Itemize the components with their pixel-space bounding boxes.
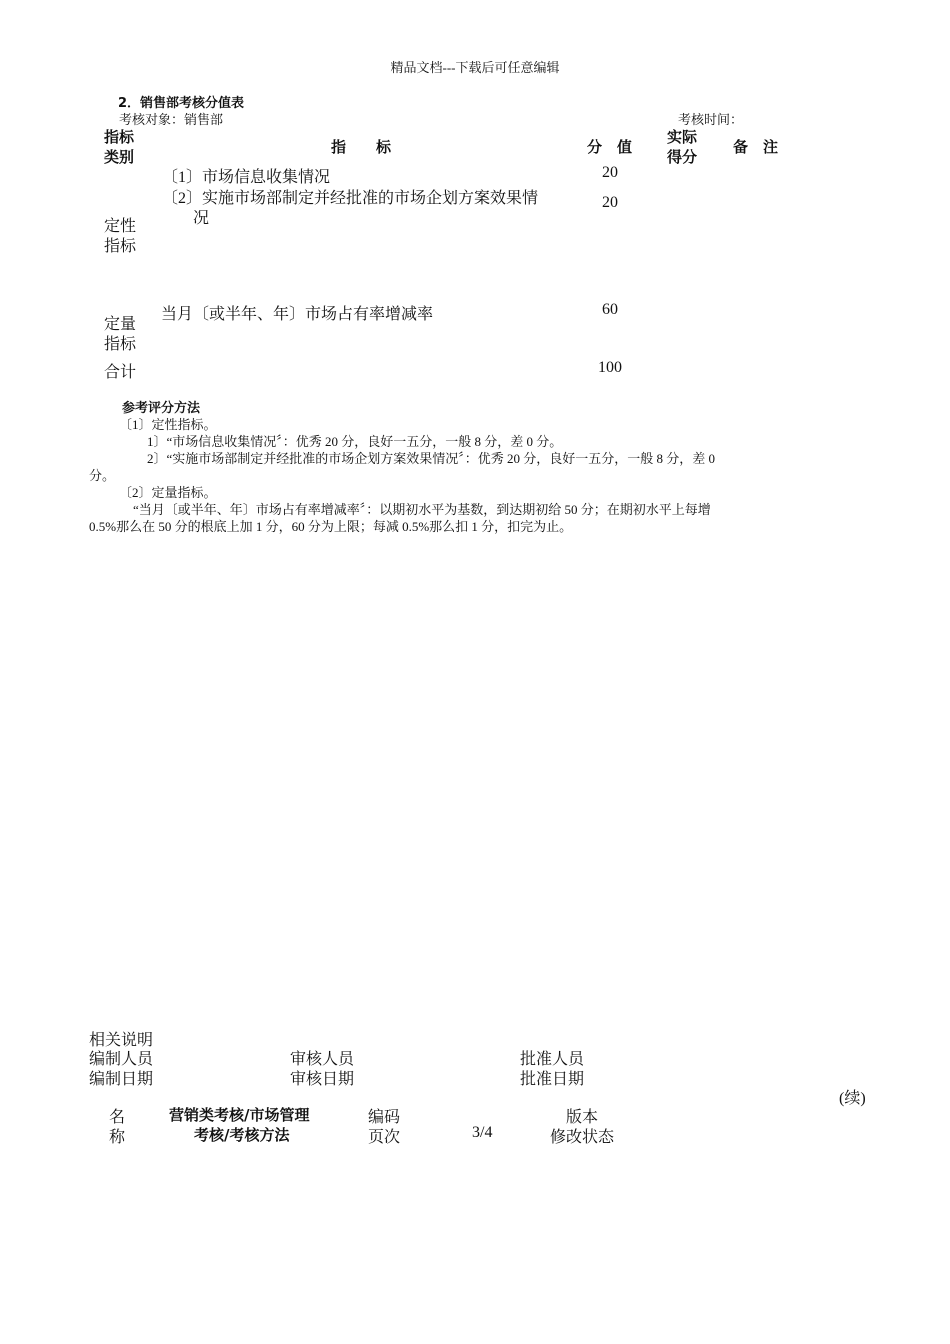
qualitative-item-2-line1: 〔2〕实施市场部制定并经批准的市场企划方案效果情 [162,190,539,207]
quantitative-score: 60 [602,301,618,318]
assessment-target: 考核对象：销售部 [119,112,224,127]
method-quantitative-line1: “当月〔或半年、年〕市场占有率增减率〞：以期初水平为基数，到达期初给 50 分；在期初水平上每增 [133,502,711,517]
method-qualitative-title: 〔1〕定性指标。 [119,417,217,432]
review-date-label: 审核日期 [290,1071,355,1088]
method-qualitative-1: 1〕“市场信息收集情况〞：优秀 20 分，良好一五分，一般 8 分，差 0 分。 [147,434,563,449]
qualitative-category-line1: 定性 [104,218,137,235]
header-score: 分 值 [587,138,633,156]
qualitative-category-line2: 指标 [104,238,137,255]
method-title: 参考评分方法 [122,401,201,416]
quantitative-category-line2: 指标 [104,336,137,353]
header-indicator: 指 标 [331,138,392,156]
page-label: 页次 [368,1129,401,1146]
compiler-label: 编制人员 [89,1051,154,1068]
header-category-line1: 指标 [104,128,135,146]
name-label-line1: 名 [109,1109,126,1126]
code-label: 编码 [368,1109,401,1126]
version-label: 版本 [566,1109,599,1126]
qualitative-score-2: 20 [602,194,618,211]
assessment-time: 考核时间： [678,112,744,127]
compile-date-label: 编制日期 [89,1071,154,1088]
continued-marker: (续) [839,1090,866,1107]
header-category-line2: 类别 [104,148,135,166]
section-title: 2．销售部考核分值表 [118,96,245,111]
quantitative-category-line1: 定量 [104,316,137,333]
page-value: 3/4 [472,1124,493,1141]
method-qualitative-2-line1: 2〕“实施市场部制定并经批准的市场企划方案效果情况〞：优秀 20 分，良好一五分，一般 8 分，差 0 [147,451,716,466]
qualitative-item-2-line2: 况 [193,210,210,227]
document-title-line2: 考核/考核方法 [194,1126,290,1144]
method-qualitative-2-line2: 分。 [89,468,116,483]
approve-date-label: 批准日期 [520,1071,585,1088]
related-notes-label: 相关说明 [89,1032,154,1049]
method-quantitative-line2: 0.5%那么在 50 分的根底上加 1 分，60 分为上限；每减 0.5%那么扣 1 分，扣完为止。 [89,519,573,534]
reviewer-label: 审核人员 [290,1051,355,1068]
revision-status-label: 修改状态 [550,1129,615,1146]
page-header-watermark: 精品文档---下载后可任意编辑 [390,60,560,75]
qualitative-item-1: 〔1〕市场信息收集情况 [162,169,331,186]
header-actual-line1: 实际 [667,128,698,146]
qualitative-score-1: 20 [602,164,618,181]
total-label: 合计 [104,364,137,381]
method-quantitative-title: 〔2〕定量指标。 [119,485,217,500]
total-score: 100 [598,359,622,376]
document-title-line1: 营销类考核/市场管理 [169,1106,310,1124]
name-label-line2: 称 [109,1129,126,1146]
approver-label: 批准人员 [520,1051,585,1068]
header-actual-line2: 得分 [667,148,698,166]
quantitative-item: 当月〔或半年、年〕市场占有率增减率 [161,306,434,323]
header-remark: 备 注 [733,138,779,156]
